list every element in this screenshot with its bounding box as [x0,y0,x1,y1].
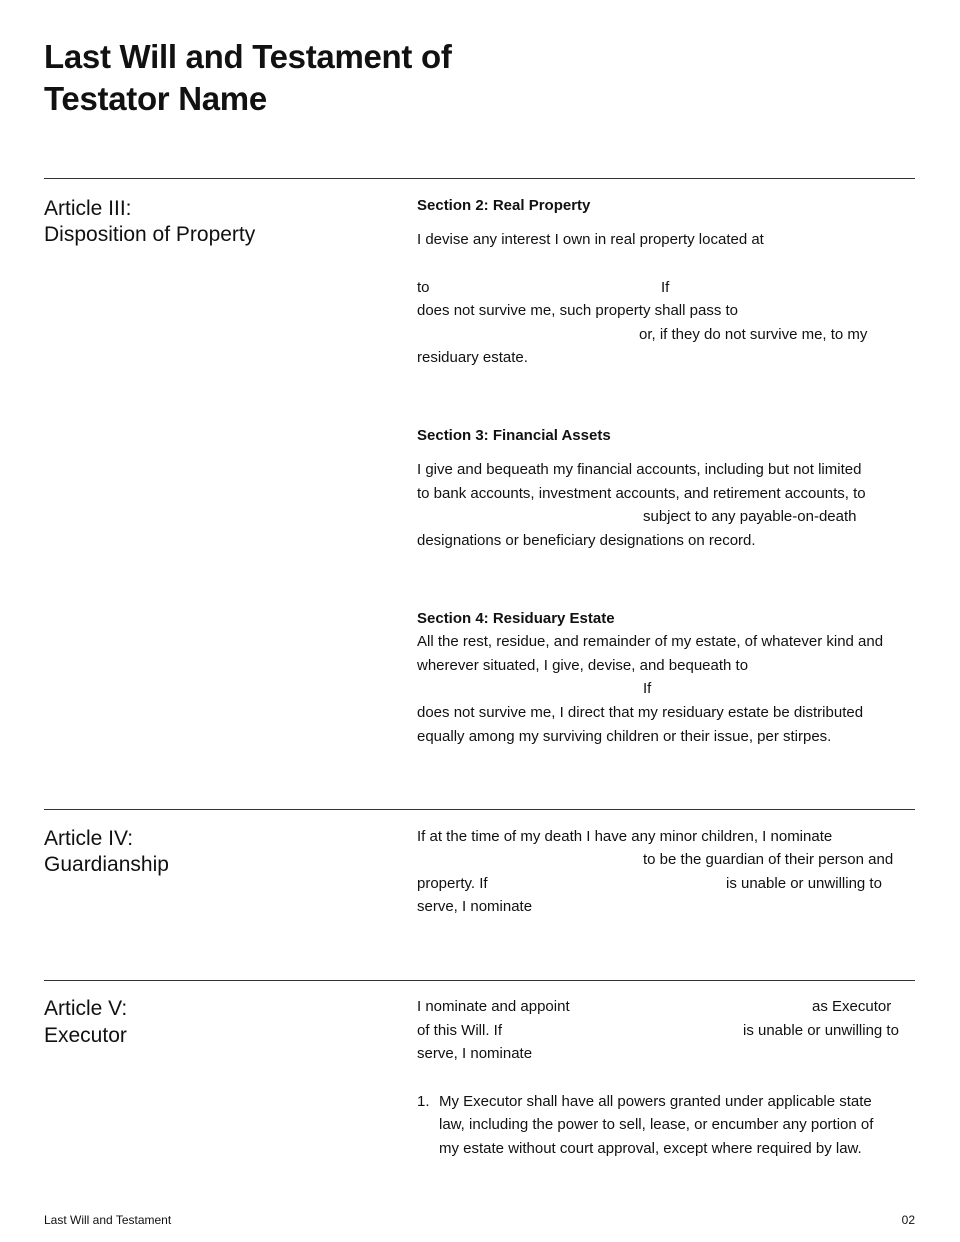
list-item-text: My Executor shall have all powers granted under applicable state [439,1093,872,1110]
footer-title: Last Will and Testament [44,1213,172,1227]
list-item-text: law, including the power to sell, lease, or encumber any portion of [439,1116,874,1133]
article-iii-label: Article III: [44,197,132,220]
section-3-text: to bank accounts, investment accounts, and retirement accounts, to [417,485,866,502]
executor-text: as Executor [812,998,892,1015]
guardianship-text: is unable or unwilling to [726,875,882,892]
section-4-text: equally among my surviving children or their issue, per stirpes. [417,728,832,745]
article-iv-title: Guardianship [44,853,169,876]
section-3-text: subject to any payable-on-death [643,508,857,525]
section-4-text: wherever situated, I give, devise, and bequeath to [417,657,749,674]
article-iii-title: Disposition of Property [44,223,256,246]
section-3-text: I give and bequeath my financial accounts, including but not limited [417,461,862,478]
section-2-heading: Section 2: Real Property [417,197,591,214]
section-2-text: or, if they do not survive me, to my [639,326,868,343]
section-2-text: I devise any interest I own in real property located at [417,231,764,248]
section-2-text: residuary estate. [417,349,528,366]
article-v-label: Article V: [44,997,128,1020]
section-2-text: to [417,279,430,296]
section-4-text: If [643,680,652,697]
divider [44,178,915,179]
list-item-text: my estate without court approval, except where required by law. [439,1140,862,1157]
section-2-text: If [661,279,670,296]
guardianship-text: serve, I nominate [417,898,533,915]
section-2-text: does not survive me, such property shall pass to [417,302,738,319]
article-iv-label: Article IV: [44,827,134,850]
page-number: 02 [901,1213,915,1227]
guardianship-text: If at the time of my death I have any minor children, I nominate [417,828,833,845]
executor-text: serve, I nominate [417,1045,533,1062]
divider [44,809,915,810]
section-4-text: All the rest, residue, and remainder of my estate, of whatever kind and [417,633,884,650]
executor-text: I nominate and appoint [417,998,570,1015]
document-title-line1: Last Will and Testament of [44,38,452,75]
section-4-text: does not survive me, I direct that my residuary estate be distributed [417,704,864,721]
section-3-heading: Section 3: Financial Assets [417,427,611,444]
divider [44,980,915,981]
list-number: 1. [417,1093,430,1110]
executor-text: is unable or unwilling to [743,1022,899,1039]
guardianship-text: property. If [417,875,488,892]
article-v-title: Executor [44,1024,127,1047]
guardianship-text: to be the guardian of their person and [643,851,894,868]
executor-text: of this Will. If [417,1022,503,1039]
section-4-heading: Section 4: Residuary Estate [417,610,615,627]
section-3-text: designations or beneficiary designations on record. [417,532,756,549]
document-title-line2: Testator Name [44,80,267,117]
